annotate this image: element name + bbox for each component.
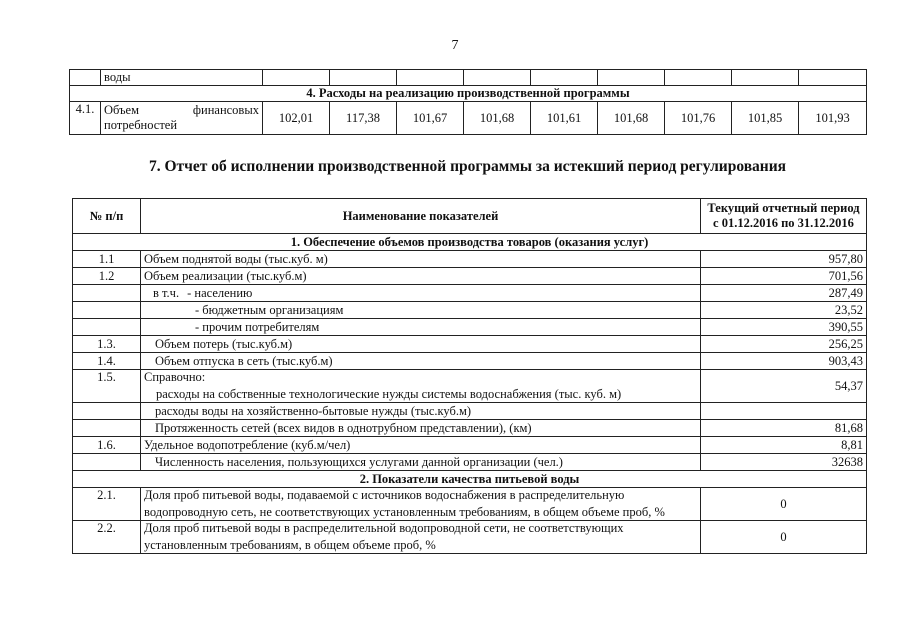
col-header-number: № п/п: [73, 199, 141, 234]
report-table: [72, 198, 867, 554]
value-cell: 101,85: [732, 102, 799, 135]
section-title: 4. Расходы на реализацию производственной программы: [70, 86, 867, 102]
table-row: расходы воды на хозяйственно-бытовые нужды (тыс.куб.м): [73, 403, 867, 420]
expenses-table: [69, 69, 867, 135]
value-cell: 101,67: [397, 102, 464, 135]
section-row: [73, 234, 867, 251]
table-row: [70, 102, 867, 135]
col-header-period: Текущий отчетный период с 01.12.2016 по 31.12.2016: [701, 199, 867, 234]
page-number: 7: [451, 38, 459, 53]
col-header-name: Наименование показателей: [141, 199, 701, 234]
table-row: 1.3. Объем потерь (тыс.куб.м) 256,25: [73, 336, 867, 353]
section-row: [73, 471, 867, 488]
prev-row-label: воды: [101, 70, 263, 86]
value-cell: 101,61: [531, 102, 598, 135]
table-row: [70, 70, 867, 86]
row-label: Объем финансовых потребностей: [101, 102, 263, 135]
value-cell: 117,38: [330, 102, 397, 135]
section-title: 2. Показатели качества питьевой воды: [73, 471, 867, 488]
table-row: Численность населения, пользующихся услугами данной организации (чел.) 32638: [73, 454, 867, 471]
table-row: 1.5. Справочно: расходы на собственные технологические нужды системы водоснабжения (тыс. куб. м) 54,37: [73, 370, 867, 403]
value-cell: 101,76: [665, 102, 732, 135]
table-row: 1.2 Объем реализации (тыс.куб.м) 701,56: [73, 268, 867, 285]
table-row: 1.6. Удельное водопотребление (куб.м/чел) 8,81: [73, 437, 867, 454]
table-row: 2.2. Доля проб питьевой воды в распределительной водопроводной сети, не соответствующих установленным требованиям, в общем объеме проб, % 0: [73, 521, 867, 554]
table-row: 2.1. Доля проб питьевой воды, подаваемой с источников водоснабжения в распределительную водопроводную сеть, не соответствующих установленным требованиям, в общем объеме проб, % 0: [73, 488, 867, 521]
section-heading: 7. Отчет об исполнении производственной программы за истекший период регулирования: [148, 158, 787, 175]
value-cell: 102,01: [263, 102, 330, 135]
table-row: 1.1 Объем поднятой воды (тыс.куб. м) 957,80: [73, 251, 867, 268]
section-title: 1. Обеспечение объемов производства товаров (оказания услуг): [73, 234, 867, 251]
table-row: - бюджетным организациям 23,52: [73, 302, 867, 319]
section-row: [70, 86, 867, 102]
header-row: [73, 199, 867, 234]
row-number: 4.1.: [70, 102, 101, 135]
table-row: 1.4. Объем отпуска в сеть (тыс.куб.м) 903,43: [73, 353, 867, 370]
value-cell: 101,68: [464, 102, 531, 135]
table-row: в т.ч. - населению 287,49: [73, 285, 867, 302]
value-cell: 101,68: [598, 102, 665, 135]
table-row: - прочим потребителям 390,55: [73, 319, 867, 336]
value-cell: 101,93: [799, 102, 867, 135]
table-row: Протяженность сетей (всех видов в однотрубном представлении), (км) 81,68: [73, 420, 867, 437]
